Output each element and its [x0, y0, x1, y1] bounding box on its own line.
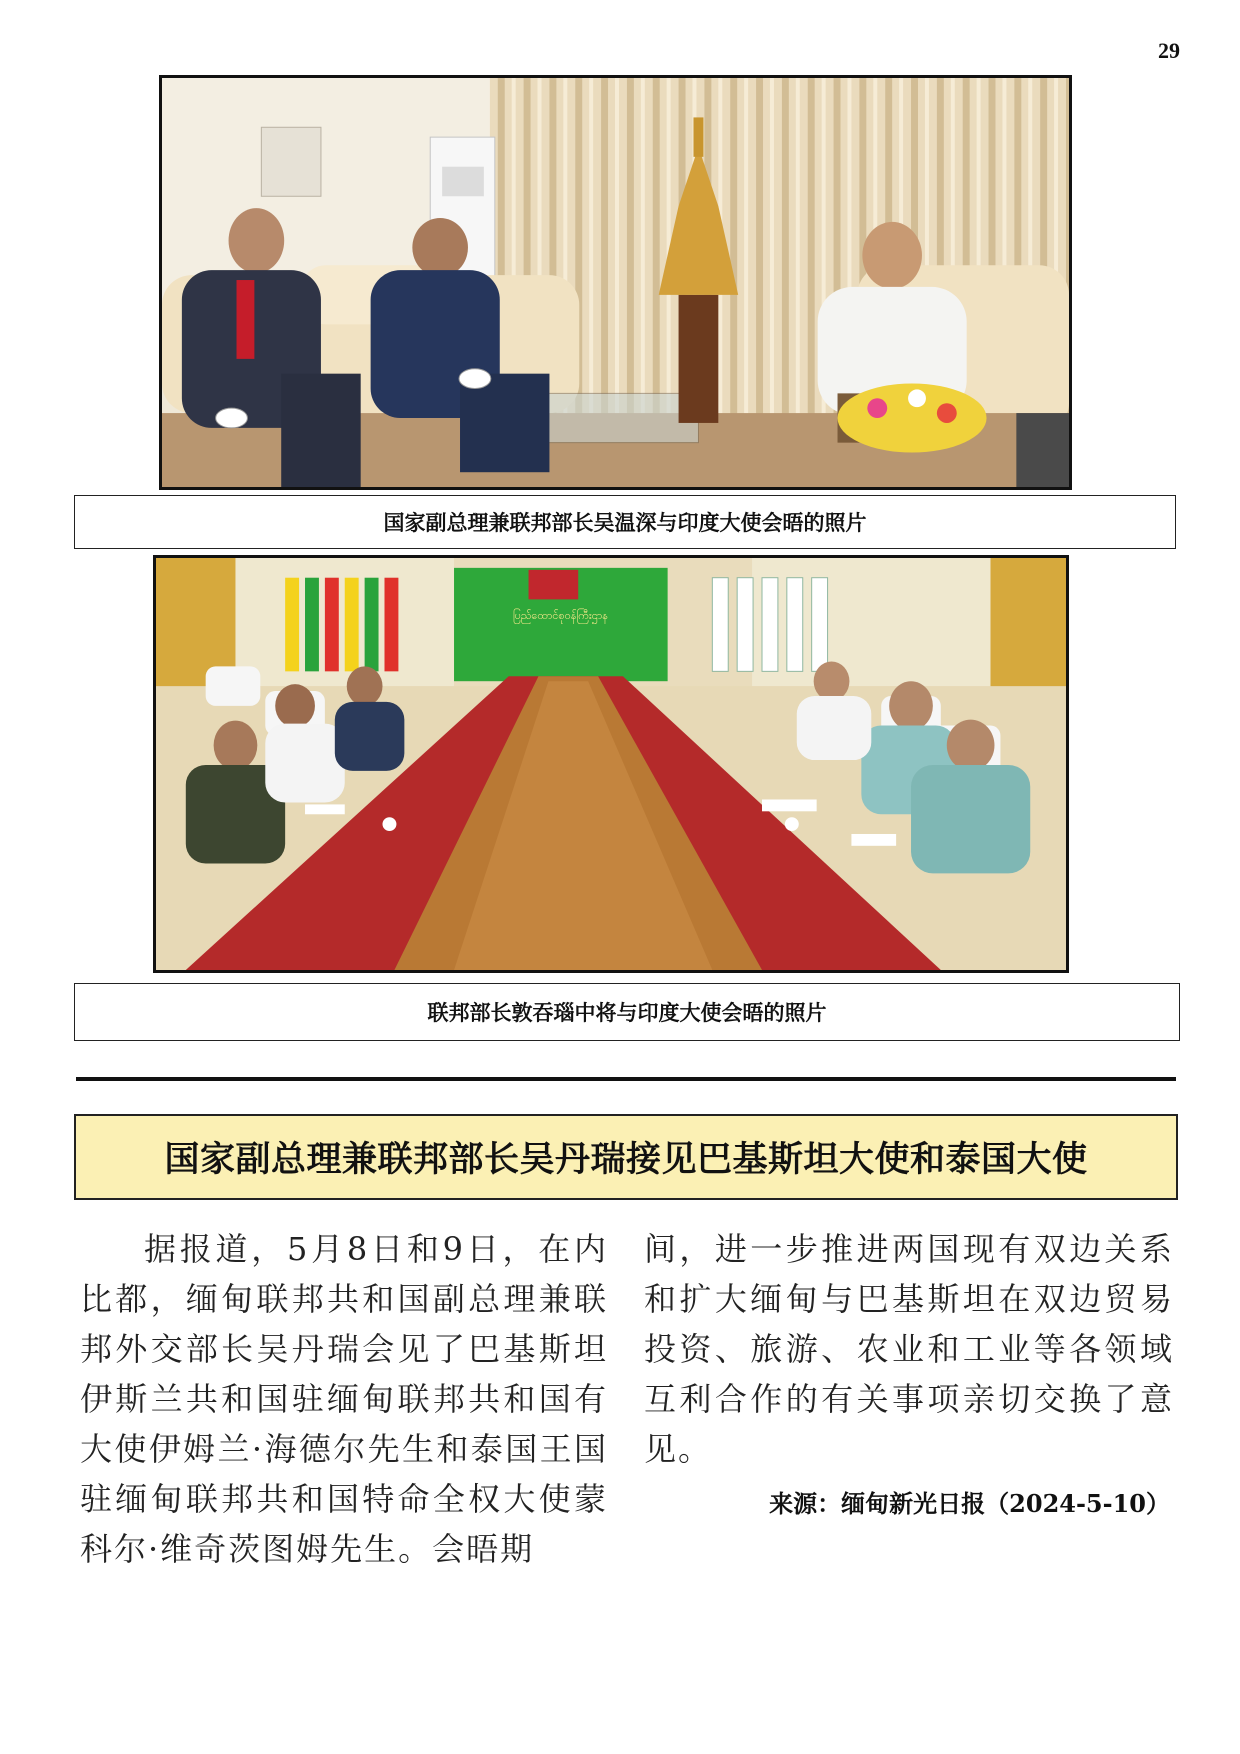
body-line: 间，进一步推进两国现有双边关系 [644, 1230, 1174, 1268]
meeting-photo-2 [153, 555, 1069, 973]
photo-1-illustration [162, 78, 1069, 487]
photo-2-caption: 联邦部长敦吞瑙中将与印度大使会晤的照片 [74, 983, 1180, 1041]
article-headline: 国家副总理兼联邦部长吴丹瑞接见巴基斯坦大使和泰国大使 [74, 1114, 1178, 1200]
article-column-left [80, 1224, 608, 1574]
body-line: 投资、旅游、农业和工业等各领域 [644, 1330, 1174, 1368]
article-source: 来源：缅甸新光日报（2024-5-10） [769, 1489, 1170, 1518]
article-paragraph-left [80, 1224, 608, 1574]
body-line: 据报道，5月8日和9日，在内 [144, 1230, 608, 1268]
body-line: 伊斯兰共和国驻缅甸联邦共和国有 [80, 1380, 608, 1418]
article-paragraph-right [644, 1224, 1174, 1474]
page-number: 29 [1158, 38, 1180, 63]
body-line: 见。 [644, 1430, 713, 1468]
body-line: 大使伊姆兰·海德尔先生和泰国王 [80, 1430, 574, 1468]
meeting-photo-1 [159, 75, 1072, 490]
article-column-right [644, 1224, 1174, 1474]
body-line: 蒙科尔·维奇茨图姆先生。会晤期 [80, 1480, 608, 1568]
section-divider [76, 1077, 1176, 1081]
body-line: 和扩大缅甸与巴基斯坦在双边贸易 [644, 1280, 1174, 1318]
body-line: 邦外交部长吴丹瑞会见了巴基斯坦 [80, 1330, 608, 1368]
body-line: 互利合作的有关事项亲切交换了意 [644, 1380, 1174, 1418]
body-line: 比都，缅甸联邦共和国副总理兼联 [80, 1280, 608, 1318]
photo-1-caption: 国家副总理兼联邦部长吴温深与印度大使会晤的照片 [74, 495, 1176, 549]
banner-text: ပြည်ထောင်စုဝန်ကြီးဌာန [512, 609, 608, 623]
body-line: 国驻缅甸联邦共和国特命全权大使 [80, 1430, 608, 1518]
photo-2-illustration [156, 558, 1066, 970]
